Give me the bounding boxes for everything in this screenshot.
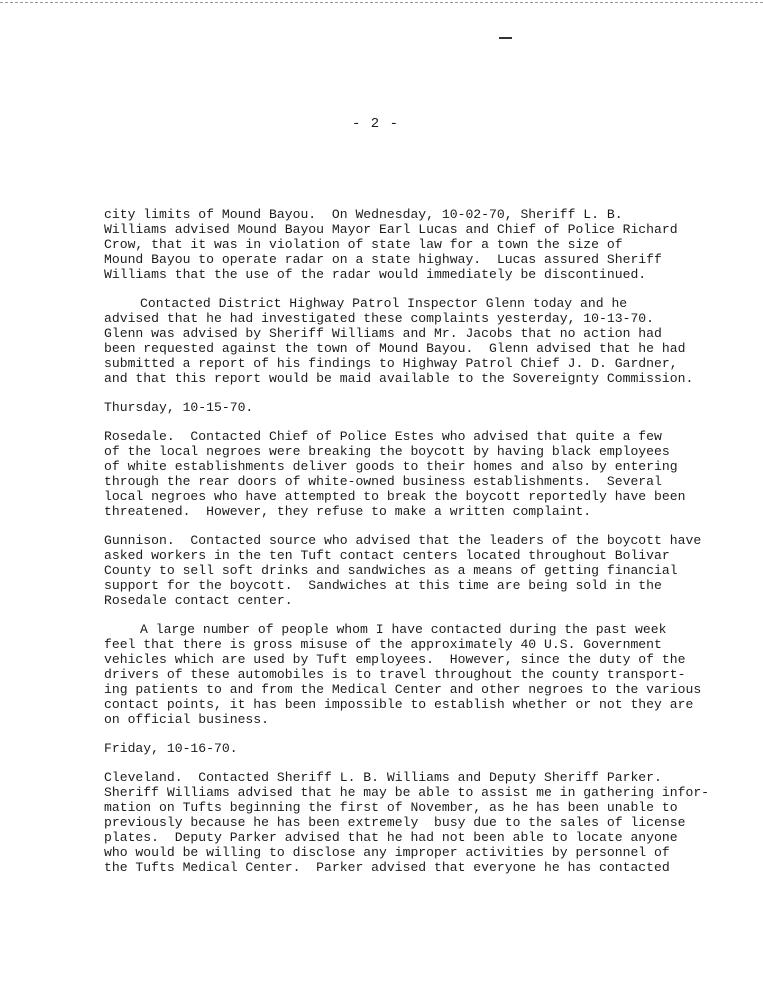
text-line: through the rear doors of white-owned business establishments. Several <box>104 474 662 489</box>
paragraph <box>104 533 702 608</box>
text-line: support for the boycott. Sandwiches at this time are being sold in the <box>104 578 662 593</box>
text-line: Gunnison. Contacted source who advised that the leaders of the boycott have <box>104 533 702 548</box>
text-line: Rosedale contact center. <box>104 593 293 608</box>
text-line: Cleveland. Contacted Sheriff L. B. Williams and Deputy Sheriff Parker. <box>104 770 662 785</box>
text-line: vehicles which are used by Tuft employees. However, since the duty of the <box>104 652 686 667</box>
paragraph <box>104 400 664 415</box>
text-line: contact points, it has been impossible to establish whether or not they are <box>104 697 694 712</box>
text-line: drivers of these automobiles is to travel throughout the county transport- <box>104 667 686 682</box>
text-line: plates. Deputy Parker advised that he had not been able to locate anyone <box>104 830 678 845</box>
paragraph <box>104 207 678 282</box>
text-line: Friday, 10-16-70. <box>104 741 238 756</box>
document-body <box>104 207 710 889</box>
text-line: of white establishments deliver goods to their homes and also by entering <box>104 459 678 474</box>
text-line: Sheriff Williams advised that he may be able to assist me in gathering infor- <box>104 785 710 800</box>
text-line: Williams advised Mound Bayou Mayor Earl Lucas and Chief of Police Richard <box>104 222 678 237</box>
paragraph <box>104 296 694 386</box>
text-line: County to sell soft drinks and sandwiches as a means of getting financial <box>104 563 678 578</box>
text-line: Thursday, 10-15-70. <box>104 400 254 415</box>
text-line: mation on Tufts beginning the first of November, as he has been unable to <box>104 800 678 815</box>
text-line: of the local negroes were breaking the boycott by having black employees <box>104 444 670 459</box>
text-line: feel that there is gross misuse of the approximately 40 U.S. Government <box>104 637 662 652</box>
text-line: city limits of Mound Bayou. On Wednesday, 10-02-70, Sheriff L. B. <box>104 207 623 222</box>
text-line: and that this report would be maid available to the Sovereignty Commission. <box>104 371 694 386</box>
text-line: threatened. However, they refuse to make a written complaint. <box>104 504 592 519</box>
paragraph <box>104 429 686 519</box>
text-line: ing patients to and from the Medical Center and other negroes to the various <box>104 682 702 697</box>
text-line: Rosedale. Contacted Chief of Police Estes who advised that quite a few <box>104 429 662 444</box>
page-number: - 2 - <box>352 116 400 132</box>
text-line: on official business. <box>104 712 270 727</box>
paragraph <box>104 770 710 875</box>
text-line: Contacted District Highway Patrol Inspector Glenn today and he <box>140 296 628 311</box>
text-line: the Tufts Medical Center. Parker advised that everyone he has contacted <box>104 860 670 875</box>
top-perforation-rule <box>0 2 763 3</box>
text-line: who would be willing to disclose any improper activities by personnel of <box>104 845 670 860</box>
text-line: advised that he had investigated these complaints yesterday, 10-13-70. <box>104 311 655 326</box>
paragraph <box>104 622 702 727</box>
paragraph <box>104 741 664 756</box>
margin-dash-mark <box>499 37 512 39</box>
text-line: Williams that the use of the radar would immediately be discontinued. <box>104 267 647 282</box>
text-line: asked workers in the ten Tuft contact centers located throughout Bolivar <box>104 548 670 563</box>
text-line: submitted a report of his findings to Highway Patrol Chief J. D. Gardner, <box>104 356 678 371</box>
text-line: been requested against the town of Mound Bayou. Glenn advised that he had <box>104 341 686 356</box>
text-line: Glenn was advised by Sheriff Williams and Mr. Jacobs that no action had <box>104 326 662 341</box>
text-line: A large number of people whom I have contacted during the past week <box>140 622 667 637</box>
text-line: local negroes who have attempted to break the boycott reportedly have been <box>104 489 686 504</box>
text-line: Mound Bayou to operate radar on a state highway. Lucas assured Sheriff <box>104 252 662 267</box>
text-line: Crow, that it was in violation of state law for a town the size of <box>104 237 623 252</box>
text-line: previously because he has been extremely busy due to the sales of license <box>104 815 686 830</box>
